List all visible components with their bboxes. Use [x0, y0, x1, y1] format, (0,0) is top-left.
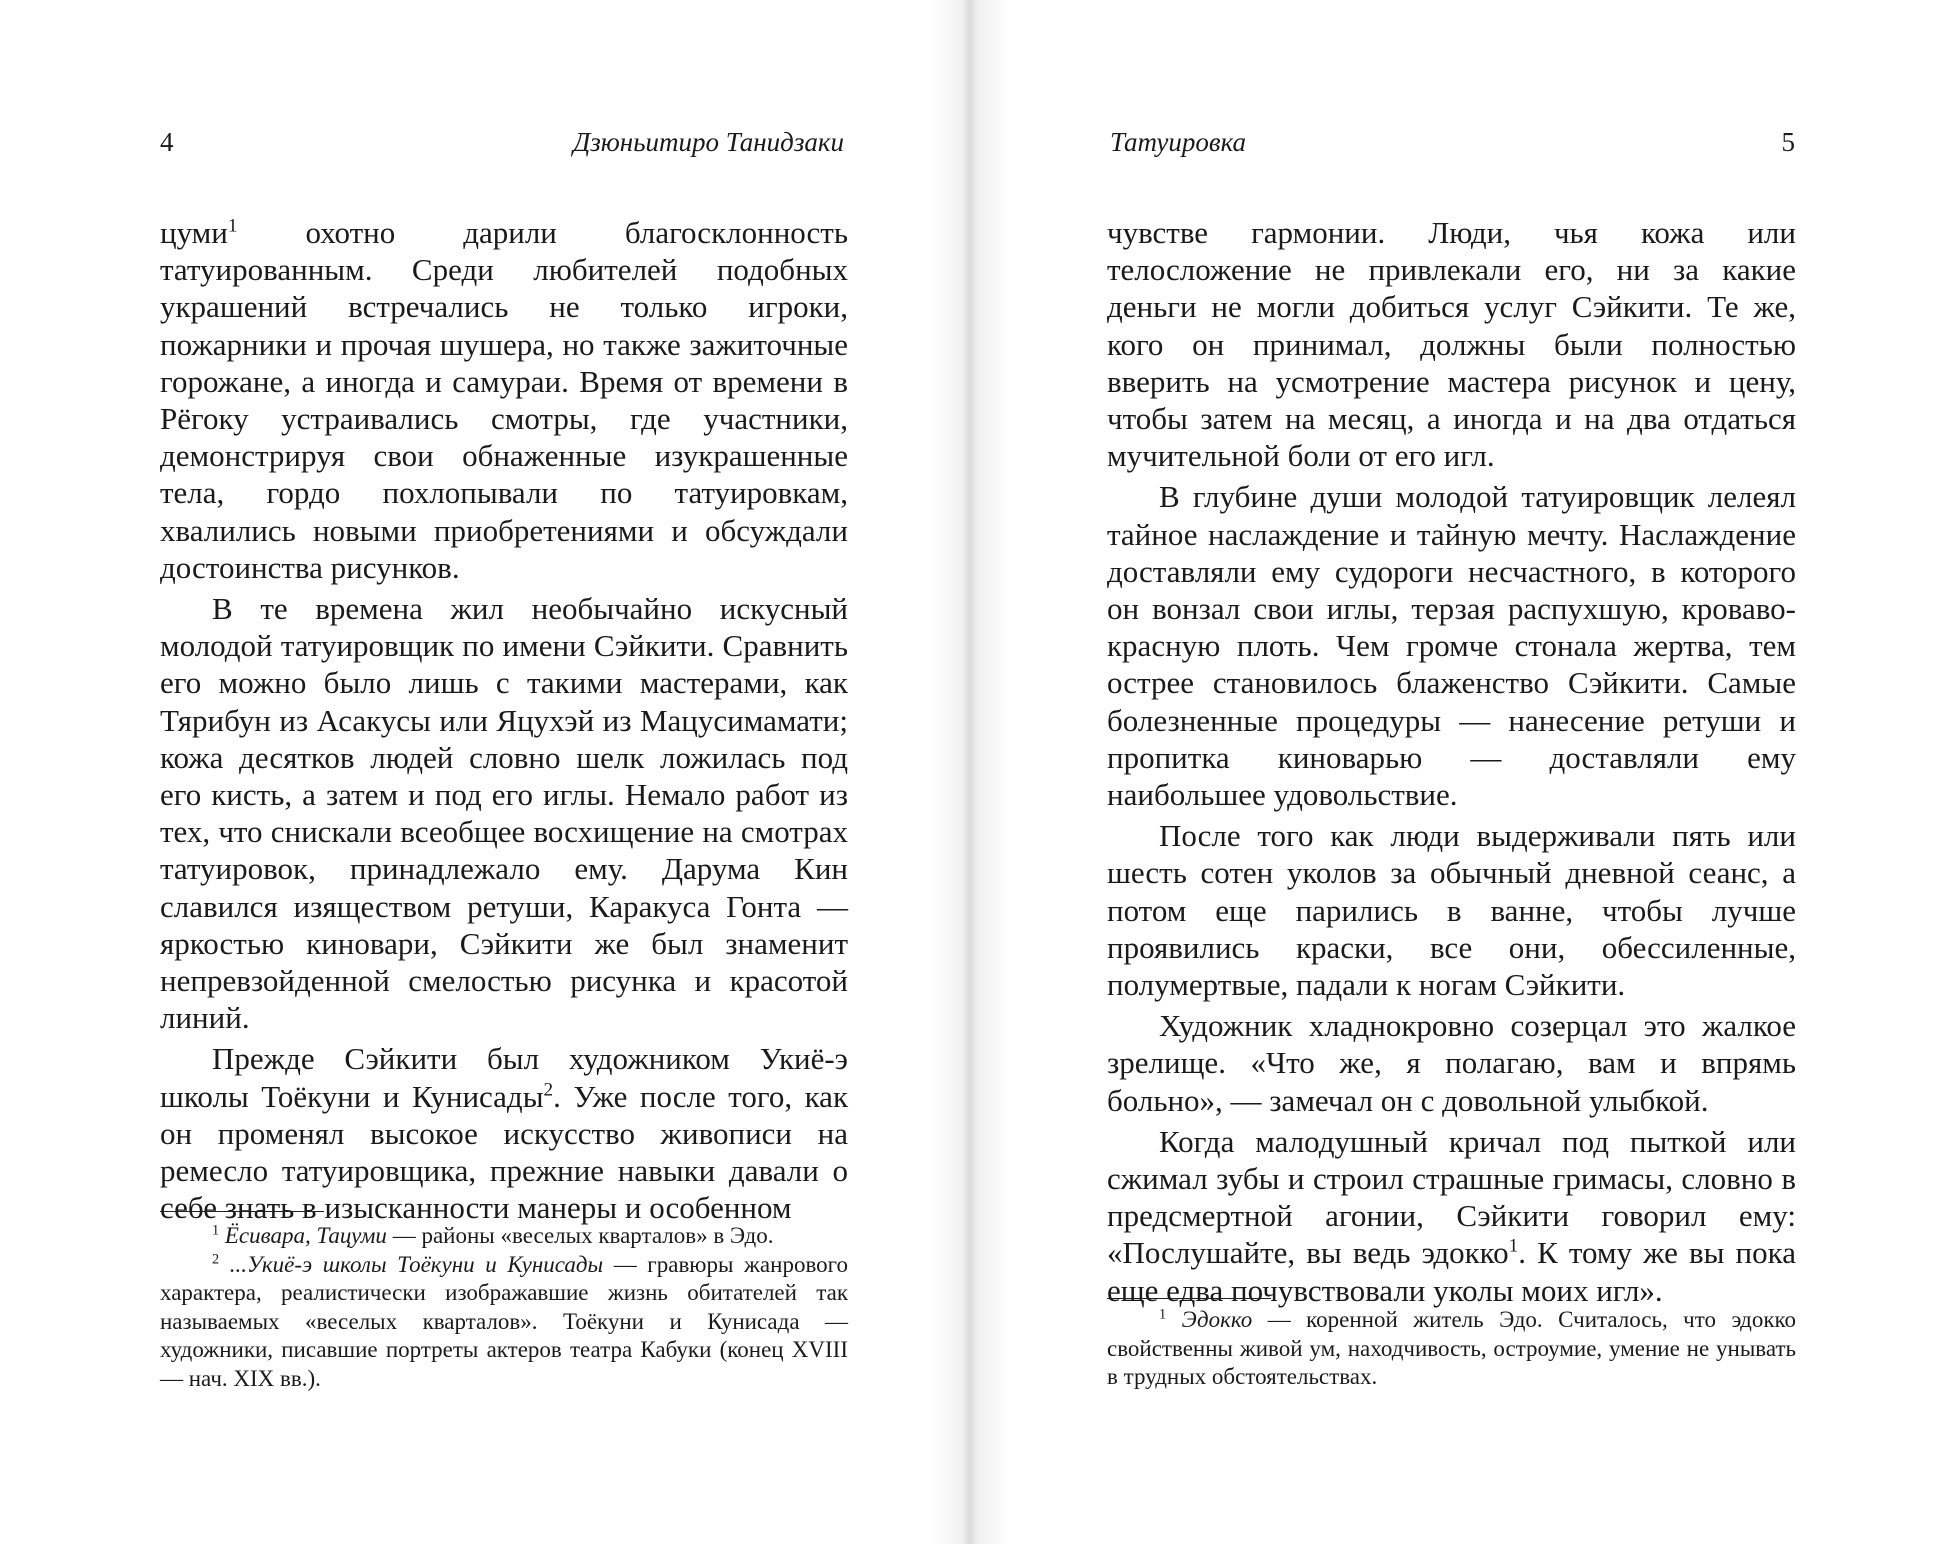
paragraph: В глубине души молодой татуировщик лелеял тайное наслаждение и тайную мечту. Наслаждение доставляли ему судороги несчастного, в которого он вонзал свои иглы, терзая распухшую, кроваво-красную плоть. Чем громче стонала жертва, тем острее становилось блаженство Сэйкити. Самые болезненные процедуры — нанесение ретуши и пропитка киноварью — доставляли ему наибольшее удовольствие. [1107, 479, 1796, 813]
footnote [1107, 1306, 1796, 1392]
footnote-divider [160, 1211, 324, 1212]
footnote-text: — коренной житель Эдо. Считалось, что эдокко свойственны живой ум, находчивость, остроумие, умение не унывать в трудных обстоятельствах. [1107, 1307, 1797, 1389]
paragraph [160, 214, 848, 586]
paragraph: чувстве гармонии. Люди, чья кожа или телосложение не привлекали его, ни за какие деньги не могли добиться услуг Сэйкити. Те же, кого он принимал, должны были полностью вверить на усмотрение мастера рисунок и цену, чтобы затем на месяц, а иногда и на два отдаться мучительной боли от его игл. [1107, 215, 1796, 474]
left-footnotes [160, 1222, 848, 1393]
left-page-number: 4 [160, 127, 174, 157]
right-page-number: 5 [1781, 127, 1795, 157]
paragraph-text: Когда малодушный кричал под пыткой или сжимал зубы и строил страшные гримасы, словно в предсмертной агонии, Сэйкити говорил ему: «Послушайте, вы ведь эдокко [1107, 1123, 1796, 1271]
paragraph: После того как люди выдерживали пять или шесть сотен уколов за обычный дневной сеанс, а потом еще парились в ванне, чтобы лучше проявились краски, все они, обессиленные, полумертвые, падали к ногам Сэйкити. [1107, 818, 1796, 1003]
footnote-term: Эдокко [1181, 1307, 1253, 1332]
right-body-text [1107, 214, 1796, 1309]
paragraph: В те времена жил необычайно искусный молодой татуировщик по имени Сэйкити. Сравнить его можно было лишь с такими мастерами, как Тярибун из Асакусы или Яцухэй из Мацусимамати; кожа десятков людей словно шелк ложилась под его кисть, а затем и под его иглы. Немало работ из тех, что снискали всеобщее восхищение на смотрах татуировок, принадлежало ему. Дарума Кин славился изяществом ретуши, Каракуса Гонта — яркостью киновари, Сэйкити же был знаменит непревзойденной смелостью рисунка и красотой линий. [160, 591, 848, 1036]
footnote-mark: 2 [212, 1250, 220, 1267]
footnote [160, 1222, 848, 1251]
footnote-term: ...Укиё-э школы Тоёкуни и Кунисады [229, 1251, 604, 1277]
left-body-text [160, 214, 848, 1226]
footnote-mark: 1 [1159, 1306, 1167, 1323]
paragraph [160, 1040, 848, 1226]
right-page [975, 0, 1950, 1544]
paragraph-text: охотно дарили благосклонность татуированным. Среди любителей подобных украшений встречались не только игроки, пожарники и прочая шушера, но также зажиточные горожане, а иногда и самураи. Время от времени в Рёгоку устраивались смотры, где участники, демонстрируя свои обнаженные изукрашенные тела, гордо похлопывали по татуировкам, хвалились новыми приобретениями и обсуждали достоинства рисунков. [160, 215, 848, 585]
left-running-head: Дзюньитиро Танидзаки [573, 127, 844, 157]
footnote-ref: 2 [543, 1079, 554, 1101]
paragraph-text: . К тому же вы пока еще едва почувствовали уколы моих игл». [1107, 1235, 1796, 1308]
footnote [160, 1251, 848, 1394]
paragraph-text: цуми [160, 215, 228, 250]
footnote-text: — гравюры жанрового характера, реалистически изображавшие жизнь обитателей так называемых «веселых кварталов». Тоёкуни и Кунисада — художники, писавшие портреты актеров театра Кабуки (конец XVIII — нач. XIX вв.). [160, 1251, 849, 1391]
footnote-ref: 1 [1508, 1236, 1519, 1258]
paragraph [1107, 1123, 1796, 1309]
footnote-divider [1107, 1298, 1271, 1299]
right-running-head: Татуировка [1110, 127, 1247, 157]
footnote-text: — районы «веселых кварталов» в Эдо. [386, 1223, 774, 1248]
paragraph-text: . Уже после того, как он променял высокое искусство живописи на ремесло татуировщика, прежние навыки давали о себе знать в изысканности манеры и особенном [160, 1078, 849, 1226]
footnote-ref: 1 [227, 215, 238, 237]
right-footnotes [1107, 1306, 1796, 1392]
footnote-mark: 1 [212, 1222, 220, 1239]
footnote-term: Ёсивара, Тацуми [224, 1223, 387, 1248]
paragraph-text: Прежде Сэйкити был художником Укиё-э школы Тоёкуни и Кунисады [160, 1041, 848, 1114]
paragraph: Художник хладнокровно созерцал это жалкое зрелище. «Что же, я полагаю, вам и впрямь больно», — замечал он с довольной улыбкой. [1107, 1008, 1796, 1118]
